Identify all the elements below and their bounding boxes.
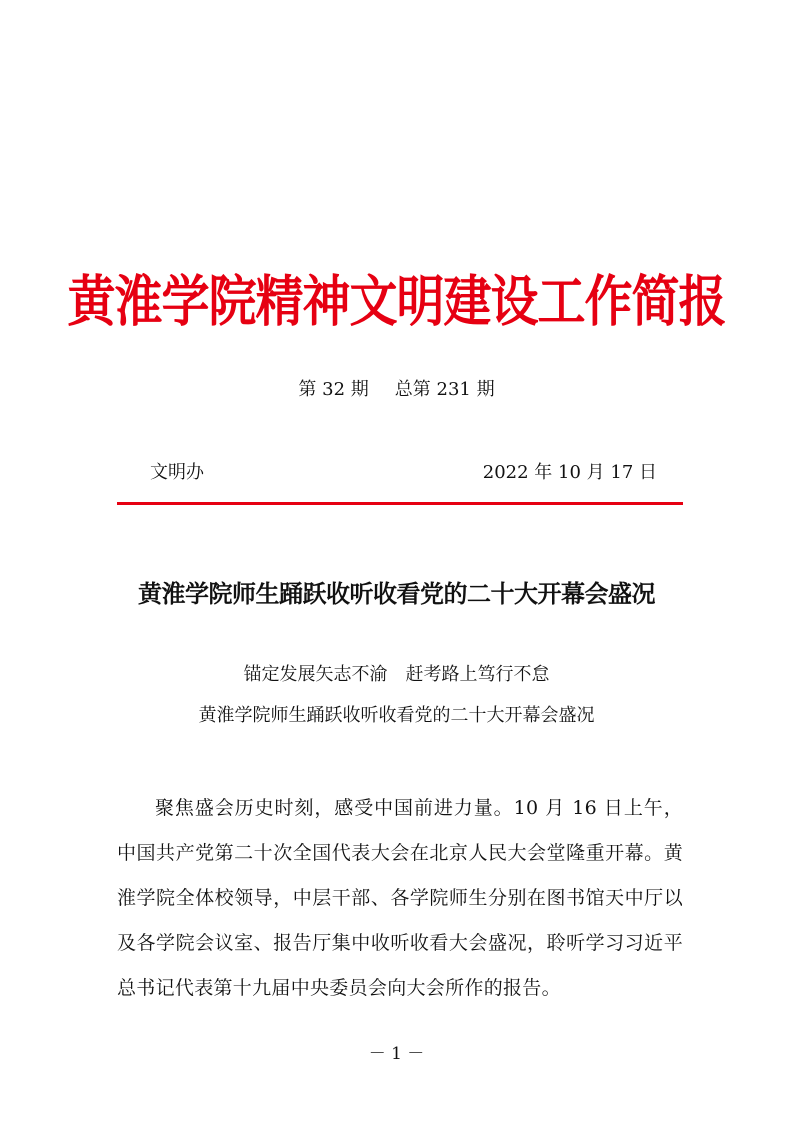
article-subtitle-2: 黄淮学院师生踊跃收听收看党的二十大开幕会盛况 <box>198 705 595 726</box>
page-number: － 1 － <box>368 1044 425 1064</box>
article-headline: 黄淮学院师生踊跃收听收看党的二十大开幕会盛况 <box>138 579 655 608</box>
issue-number: 第 32 期 <box>298 379 369 400</box>
issue-total: 总第 231 期 <box>394 379 495 400</box>
issue-date: 2022 年 10 月 17 日 <box>482 462 657 483</box>
issuing-office: 文明办 <box>150 462 204 483</box>
masthead-title: 黄淮学院精神文明建设工作简报 <box>67 269 726 335</box>
article-subtitle-1: 锚定发展矢志不渝 赶考路上笃行不怠 <box>243 664 550 685</box>
article-paragraph: 聚焦盛会历史时刻，感受中国前进力量。10 月 16 日上午，中国共产党第二十次全国代表大会在北京人民大会堂隆重开幕。黄淮学院全体校领导，中层干部、各学院师生分别在图书馆天中厅以及各学院会议室、报告厅集中收听收看大会盛况，聆听学习习近平总书记代表第十九届中央委员会向大会所作的报告。 <box>117 797 683 999</box>
issue-line <box>0 376 793 404</box>
red-divider <box>117 502 683 505</box>
